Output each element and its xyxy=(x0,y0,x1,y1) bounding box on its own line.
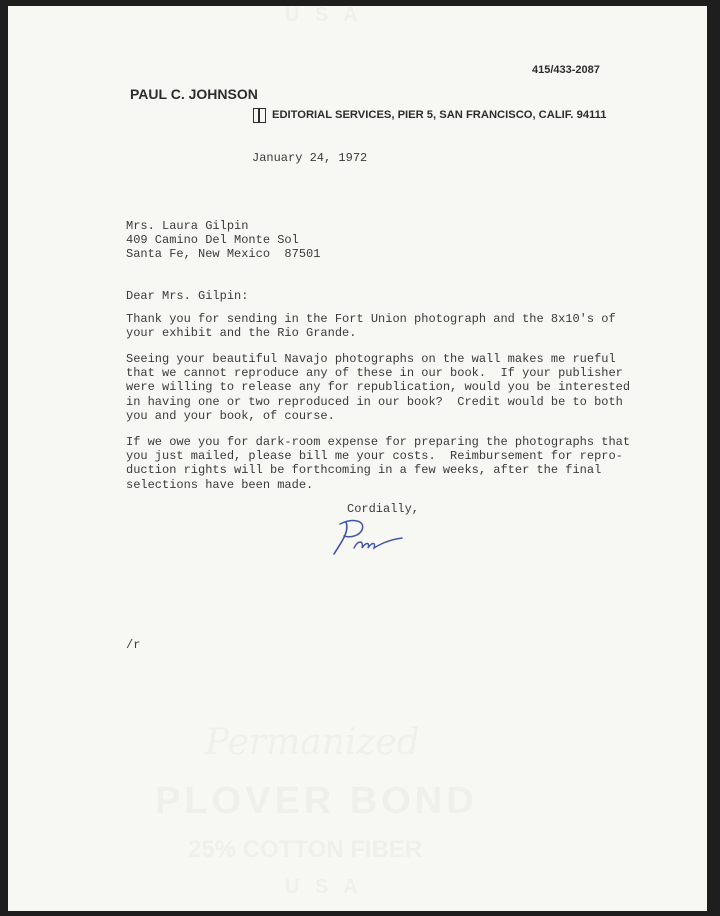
typist-initials: /r xyxy=(126,638,141,652)
letter-closing: Cordially, xyxy=(347,502,420,516)
letter-paragraph-1: Thank you for sending in the Fort Union photograph and the 8x10's of your exhibit and the Rio Grande. xyxy=(126,312,616,341)
letter-paragraph-2: Seeing your beautiful Navajo photographs on the wall makes me rueful that we cannot reproduce any of these in our book. If your publisher were willing to release any for republication, would you be interested in having one or two reproduced in our book? Credit would be to both you and your book, of course. xyxy=(126,352,631,423)
letterhead-name: PAUL C. JOHNSON xyxy=(130,86,258,102)
letter-paragraph-3: If we owe you for dark-room expense for preparing the photographs that you just mailed, please bill me your costs. Reimbursement for repro- duction rights will be forthcoming in a few weeks, after the final selections have been made. xyxy=(126,435,631,492)
recipient-name: Mrs. Laura Gilpin xyxy=(126,219,249,233)
letterhead-logo-icon xyxy=(253,108,266,123)
letterhead-address: EDITORIAL SERVICES, PIER 5, SAN FRANCISCO, CALIF. 94111 xyxy=(272,109,607,121)
watermark-fiber: 25% COTTON FIBER xyxy=(188,836,423,863)
signature-handwritten xyxy=(332,514,412,558)
recipient-street: 409 Camino Del Monte Sol xyxy=(126,233,299,247)
watermark-country: U S A xyxy=(285,876,363,898)
letter-salutation: Dear Mrs. Gilpin: xyxy=(126,289,249,303)
watermark-script: Permanized xyxy=(205,722,420,763)
watermark-top: U S A xyxy=(285,4,363,26)
letter-date: January 24, 1972 xyxy=(252,151,368,165)
watermark-brand: PLOVER BOND xyxy=(155,780,478,822)
recipient-city: Santa Fe, New Mexico 87501 xyxy=(126,247,321,261)
letterhead-phone: 415/433-2087 xyxy=(532,64,600,76)
